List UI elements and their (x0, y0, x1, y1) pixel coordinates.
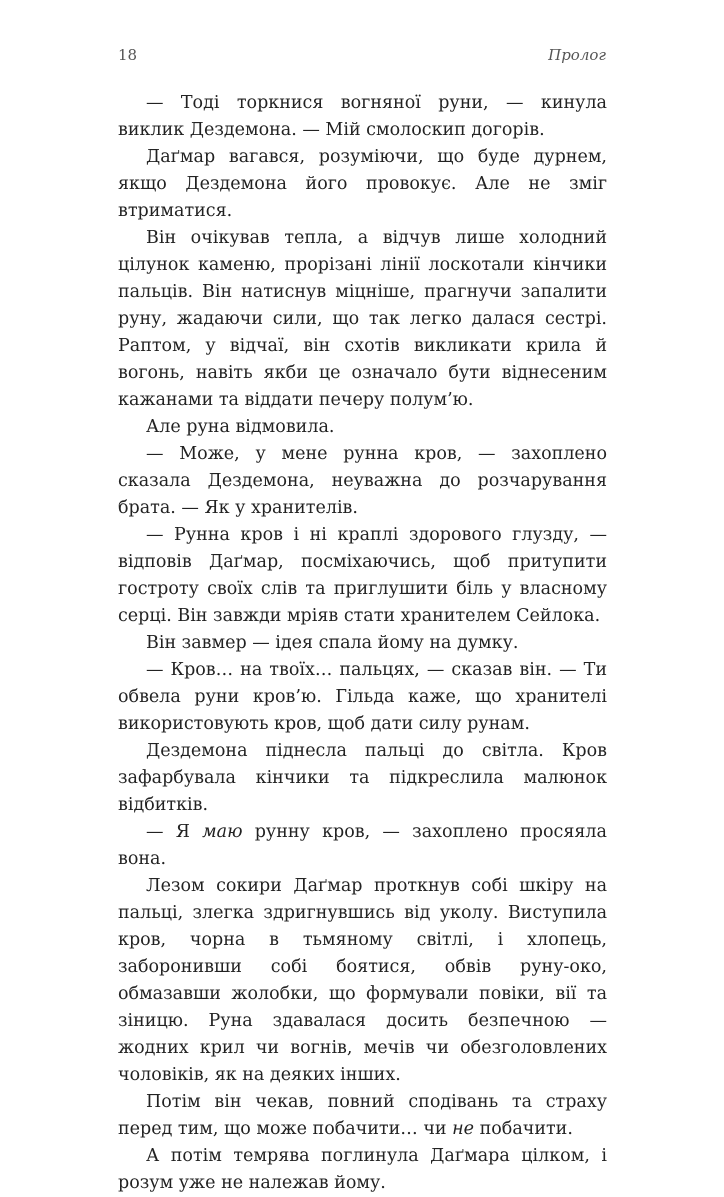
paragraph: Даґмар вагався, розуміючи, що буде дурнем, якщо Дездемона його провокує. Але не зміг втриматися. (118, 147, 607, 221)
emphasis: маю (202, 822, 243, 842)
paragraph: Він завмер — ідея спала йому на думку. (146, 633, 519, 653)
paragraph: — Я маю рунну кров, — захоплено просяяла вона. (118, 822, 607, 869)
paragraph: Але руна відмовила. (146, 417, 335, 437)
paragraph: А потім темрява поглинула Даґмара цілком, і розум уже не належав йому. (118, 1146, 607, 1193)
body-text (118, 90, 607, 1197)
running-head: Пролог (548, 46, 606, 64)
paragraph: — Рунна кров і ні краплі здорового глузду, — відповів Даґмар, посміхаючись, щоб притупити гостроту своїх слів та приглушити біль у власному серці. Він завжди мріяв стати хранителем Сейлока. (118, 525, 607, 626)
paragraph: Лезом сокири Даґмар проткнув собі шкіру на пальці, злегка здригнувшись від уколу. Виступила кров, чорна в тьмяному світлі, і хлопець, заборонивши собі боятися, обвів руну-око, обмазавши жолобки, що формували повіки, вії та зіницю. Руна здавалася досить безпечною — жодних крил чи вогнів, мечів чи обезголовлених чоловіків, як на деяких інших. (118, 876, 607, 1085)
paragraph: — Кров… на твоїх… пальцях, — сказав він. — Ти обвела руни кров’ю. Гільда каже, що хранителі використовують кров, щоб дати силу рунам. (118, 660, 607, 734)
paragraph: Потім він чекав, повний сподівань та страху перед тим, що може побачити… чи не побачити. (118, 1092, 607, 1139)
page-number: 18 (118, 46, 138, 64)
emphasis: не (452, 1119, 475, 1139)
paragraph: — Тоді торкнися вогняної руни, — кинула виклик Дездемона. — Мій смолоскип догорів. (118, 93, 607, 140)
paragraph: Він очікував тепла, а відчув лише холодний цілунок каменю, прорізані лінії лоскотали кінчики пальців. Він натиснув міцніше, прагнучи запалити руну, жадаючи сили, що так легко далася сестрі. Раптом, у відчаї, він схотів викликати крила й вогонь, навіть якби це означало бути віднесеним кажанами та віддати печеру полум’ю. (118, 228, 607, 410)
paragraph: Дездемона піднесла пальці до світла. Кров зафарбувала кінчики та підкреслила малюнок відбитків. (118, 741, 607, 815)
paragraph: — Може, у мене рунна кров, — захоплено сказала Дездемона, неуважна до розчарування брата. — Як у хранителів. (118, 444, 607, 518)
